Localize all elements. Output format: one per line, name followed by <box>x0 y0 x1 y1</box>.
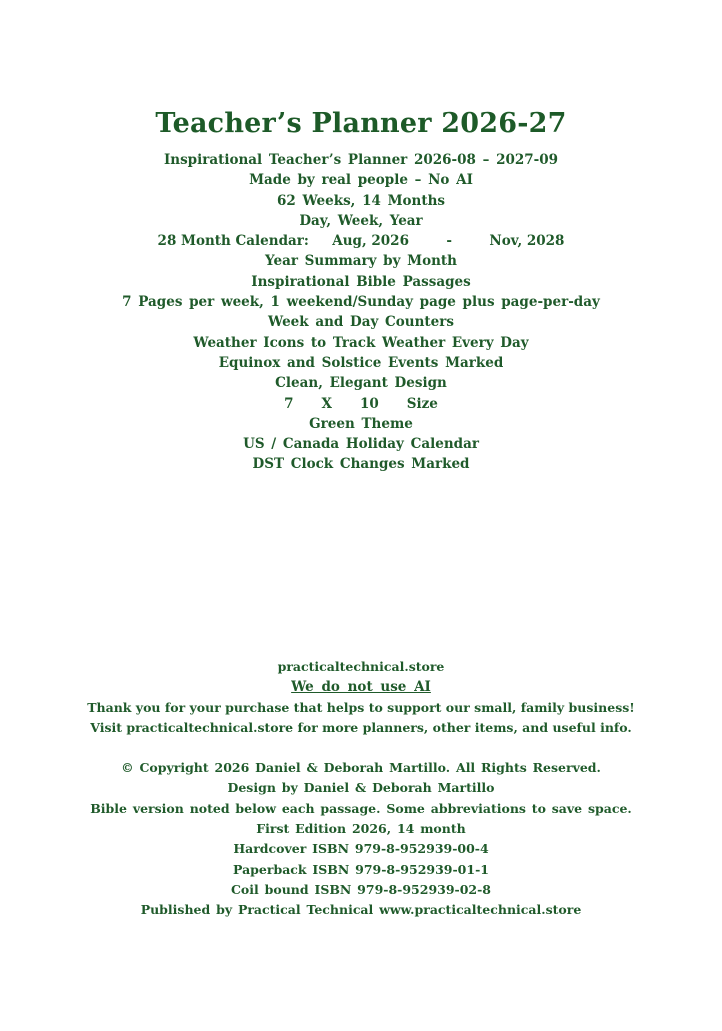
feature-subtitle: Inspirational Teacher’s Planner 2026-08 – 2027-09 <box>163 152 559 168</box>
feature-size <box>0 394 722 414</box>
size-height: 10 <box>359 395 379 412</box>
visit-text: Visit practicaltechnical.store for more planners, other items, and useful info. <box>90 719 632 735</box>
isbn-paperback: Paperback ISBN 979-8-952939-01-1 <box>233 861 489 877</box>
feature-design: Clean, Elegant Design <box>275 375 447 392</box>
size-width: 7 <box>284 395 294 412</box>
bible-note: Bible version noted below each passage. Some abbreviations to save space. <box>90 800 632 816</box>
feature-equinox: Equinox and Solstice Events Marked <box>218 354 504 371</box>
calendar-start: Aug, 2026 <box>332 233 409 250</box>
design-credit: Design by Daniel & Deborah Martillo <box>227 780 495 796</box>
edition: First Edition 2026, 14 month <box>256 821 466 837</box>
feature-bible: Inspirational Bible Passages <box>251 273 471 290</box>
feature-counters: Week and Day Counters <box>268 314 454 331</box>
feature-holidays: US / Canada Holiday Calendar <box>243 436 479 453</box>
calendar-separator: - <box>446 233 452 250</box>
feature-pages: 7 Pages per week, 1 weekend/Sunday page plus page-per-day <box>122 294 600 311</box>
footer-website[interactable]: practicaltechnical.store <box>277 659 445 674</box>
thanks-text: Thank you for your purchase that helps to support our small, family business! <box>87 699 635 715</box>
feature-list <box>0 150 722 475</box>
feature-made-by: Made by real people – No AI <box>249 172 473 189</box>
publisher: Published by Practical Technical www.practicaltechnical.store <box>140 902 582 918</box>
copyright: © Copyright 2026 Daniel & Deborah Martillo. All Rights Reserved. <box>121 760 601 776</box>
calendar-label: 28 Month Calendar: <box>157 233 309 250</box>
isbn-hardcover: Hardcover ISBN 979-8-952939-00-4 <box>233 841 489 857</box>
feature-weather: Weather Icons to Track Weather Every Day <box>193 334 529 351</box>
size-label: Size <box>406 395 438 412</box>
feature-theme: Green Theme <box>309 415 413 432</box>
size-x: X <box>321 395 332 412</box>
feature-calendar <box>0 231 722 251</box>
calendar-end: Nov, 2028 <box>489 233 565 250</box>
footer <box>0 657 722 921</box>
feature-dst: DST Clock Changes Marked <box>252 456 470 473</box>
feature-year-summary: Year Summary by Month <box>265 253 457 270</box>
feature-views: Day, Week, Year <box>299 212 423 229</box>
isbn-coil: Coil bound ISBN 979-8-952939-02-8 <box>230 881 492 897</box>
page-title: Teacher’s Planner 2026-27 <box>155 108 567 139</box>
no-ai-notice: We do not use AI <box>291 679 431 696</box>
feature-weeks-months: 62 Weeks, 14 Months <box>277 192 445 209</box>
